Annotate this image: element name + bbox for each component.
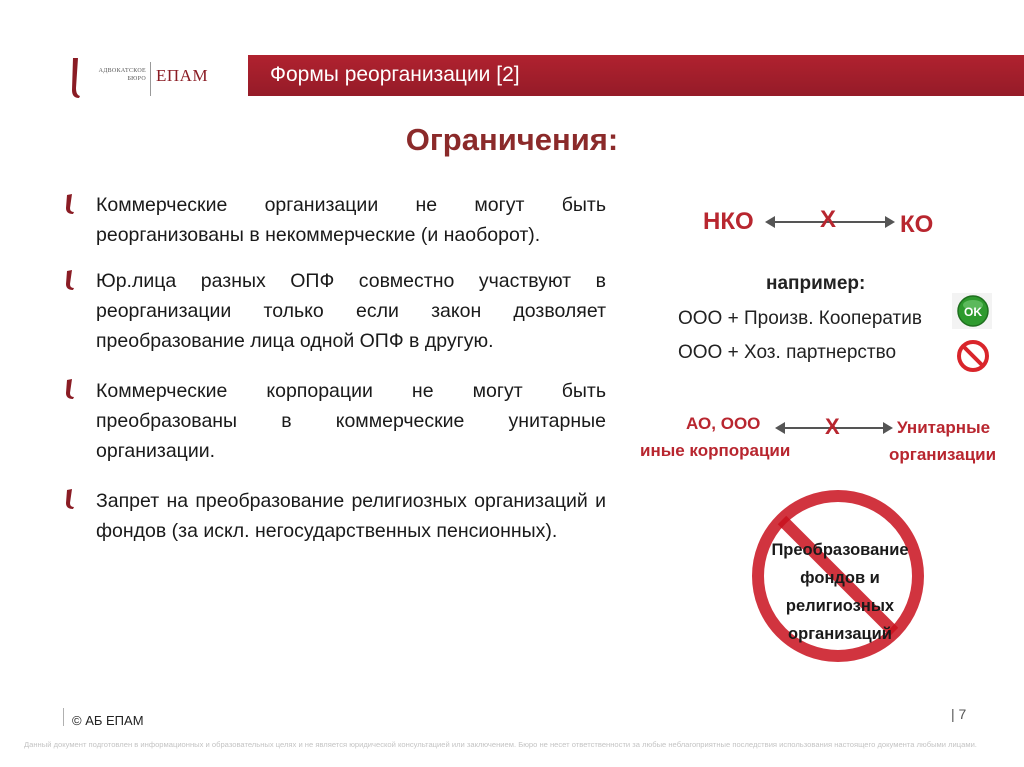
unitary-label: Унитарные [897, 418, 991, 437]
example-line-allowed: ООО + Произв. Кооператив [678, 308, 922, 329]
other-corporations-label: иные корпорации [640, 441, 791, 460]
nko-label: НКО [703, 208, 754, 235]
forbidden-icon [955, 338, 991, 374]
cross-mark: Х [825, 414, 840, 439]
page-number: | 7 [951, 706, 967, 722]
logo-brand: ЕПАМ [156, 66, 209, 85]
footer-divider [63, 708, 64, 726]
bullet-item: Юр.лица разных ОПФ совместно участвуют в реорганизации только если закон дозволяет преобразование лица одной ОПФ в другую. [96, 270, 606, 352]
logo-mark-icon [70, 58, 80, 98]
bullet-icon [62, 378, 78, 400]
section-heading [0, 122, 1024, 158]
bullet-item: Коммерческие организации не могут быть реорганизованы в некоммерческие (и наоборот). [96, 194, 606, 246]
bullet-icon [62, 488, 78, 510]
bullet-icon [62, 193, 78, 215]
ok-icon [952, 293, 992, 329]
slide-title: Формы реорганизации [2] [270, 63, 520, 86]
copyright: © АБ ЕПАМ [72, 713, 144, 728]
section-heading-text: Ограничения: [405, 122, 619, 157]
company-logo [64, 58, 224, 98]
bullet-item: Коммерческие корпорации не могут быть преобразованы в коммерческие унитарные организации. [96, 380, 606, 462]
bullet-icon [62, 269, 78, 291]
ao-ooo-label: АО, ООО [686, 414, 761, 433]
organizations-label: организации [889, 445, 997, 464]
example-title: например: [766, 273, 866, 294]
logo-subtitle: АДВОКАТСКОЕ БЮРО [98, 68, 146, 82]
prohibition-text: Преобразование фондов и религиозных организаций [771, 541, 909, 643]
svg-text:OK: OK [964, 305, 982, 319]
bullet-item: Запрет на преобразование религиозных организаций и фондов (за искл. негосударственных пенсионных). [96, 490, 606, 542]
ko-label: КО [900, 211, 934, 238]
example-line-forbidden: ООО + Хоз. партнерство [678, 342, 897, 363]
logo-divider [150, 62, 151, 96]
disclaimer: Данный документ подготовлен в информационных и образовательных целях и не является юридической консультацией или заключением. Бюро не несет ответственности за любые неблагоприятные последствия использования настоящего документа любыми лицами. [24, 740, 977, 749]
cross-mark: Х [820, 206, 837, 233]
